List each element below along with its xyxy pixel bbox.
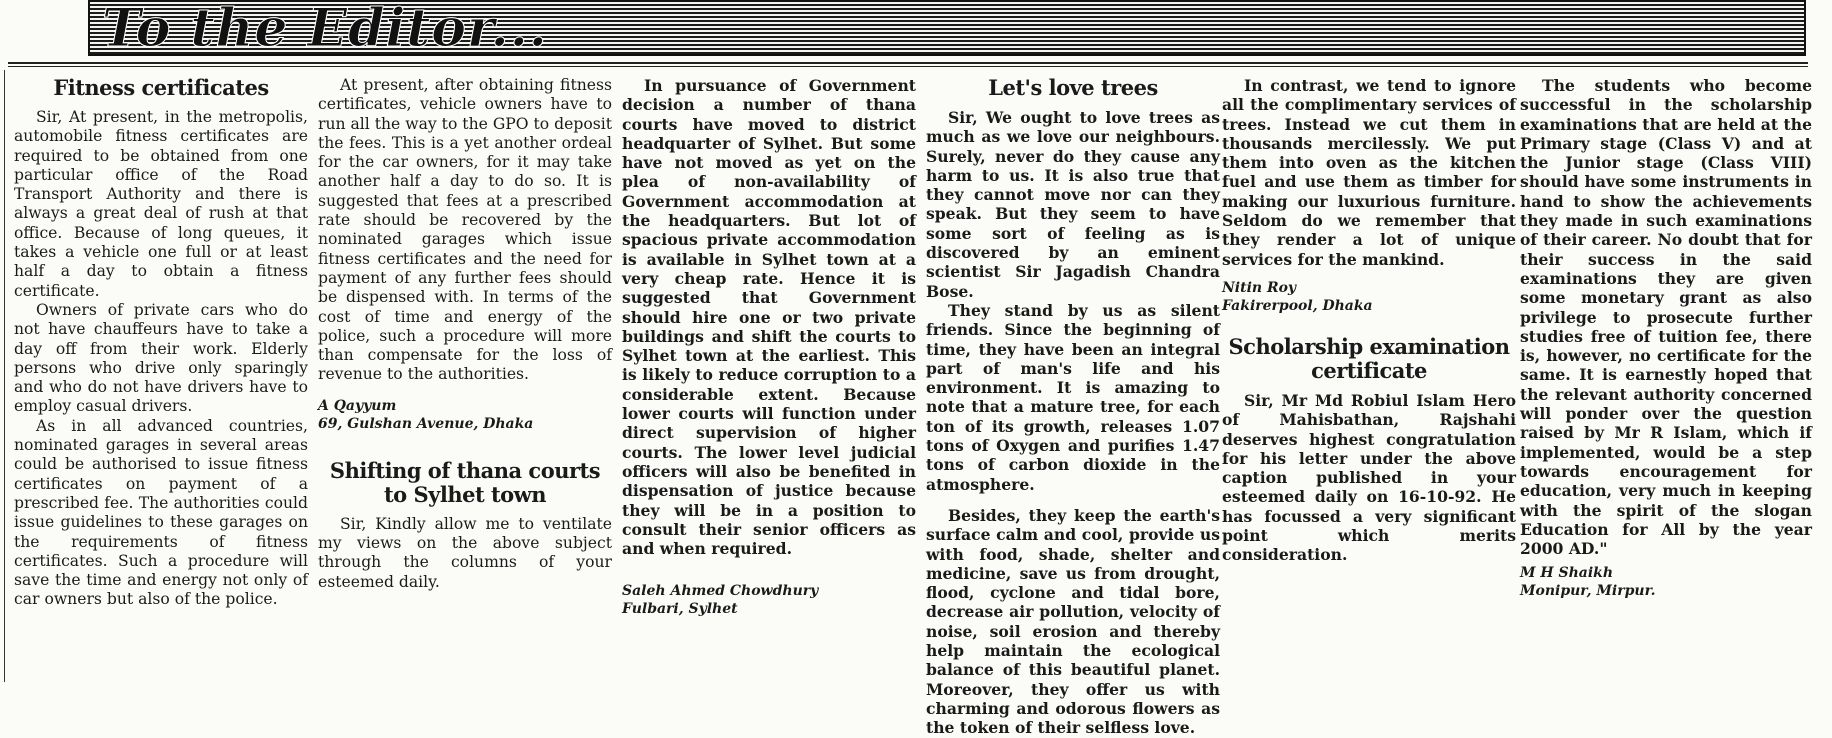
letter-paragraph: As in all advanced countries, nominated garages in several areas could be authorised to issue fitness certificates on payment of a prescribed fee. The authorities could issue guidelines to these garages on the requirements of fitness certificates. Such a procedure will save the time and energy not only of car owners but also of the police. — [14, 416, 308, 609]
letter-heading: Let's love trees — [988, 75, 1158, 100]
signature-name: M H Shaikh — [1520, 565, 1614, 582]
column-3 — [622, 76, 916, 618]
signature-name: Saleh Ahmed Chowdhury — [622, 583, 819, 600]
letter-paragraph: The students who become successful in the scholarship examinations that are held at the Primary stage (Class V) and at the Junior stage (Class VIII) should have some instruments in hand to show the achievements they made in such examinations of their career. No doubt that for their success in the said examinations they are given some monetary grant as also privilege to prosecute further studies free of tuition fee, there is, however, no certificate for the same. It is earnestly hoped that the relevant authority concerned will ponder over the question raised by Mr R Islam, which if implemented, would be a step towards encouragement for education, very much in keeping with the spirit of the slogan Education for All by the year 2000 AD." — [1520, 76, 1812, 559]
letter-heading: Fitness certificates — [53, 75, 269, 100]
letter-paragraph: Sir, Kindly allow me to ventilate my views on the above subject through the columns of your esteemed daily. — [318, 514, 612, 591]
letter-paragraph: Sir, At present, in the metropolis, automobile fitness certificates are required to be obtained from one particular office of the Road Transport Authority and there is always a great deal of rush at that office. Because of long queues, it takes a vehicle one full or at least half a day to obtain a fitness certificate. — [14, 108, 308, 300]
letter-paragraph: Sir, Mr Md Robiul Islam Hero of Mahisbathan, Rajshahi deserves highest congratulation for his letter under the above caption published in your esteemed daily on 16-10-92. He has focussed a very significant point which merits consideration. — [1222, 390, 1516, 565]
column-1 — [14, 76, 308, 610]
signature-address: 69, Gulshan Avenue, Dhaka — [318, 415, 534, 432]
letter-paragraph: Besides, they keep the earth's surface calm and cool, provide us with food, shade, shelter and medicine, save us from drought, flood, cyclone and tidal bore, decrease air pollution, velocity of noise, soil erosion and thereby help maintain the ecological balance of this beautiful planet. Moreover, they offer us with charming and odorous flowers as the token of their selfless love. — [926, 505, 1220, 738]
top-rule — [8, 62, 1808, 64]
section-title: To the Editor... — [102, 0, 548, 59]
letter-paragraph: Owners of private cars who do not have chauffeurs have to take a day off from their work. Elderly persons who drive only sparingly and who do not have drivers have to employ casual drivers. — [14, 300, 308, 416]
signature-address: Monipur, Mirpur. — [1520, 583, 1656, 600]
letter-paragraph: At present, after obtaining fitness certificates, vehicle owners have to run all the way to the GPO to deposit the fees. This is a yet another ordeal for the car owners, for it may take another half a day to do so. It is suggested that fees at a prescribed rate should be recovered by the nominated garages which issue fitness certificates and the need for payment of any further fees should be dispensed with. In terms of the cost of time and energy of the police, such a procedure will more than compensate for the loss of revenue to the authorities. — [318, 76, 612, 384]
letter-paragraph: In pursuance of Government decision a number of thana courts have moved to district headquarter of Sylhet. But some have not moved as yet on the plea of non-availability of Government accommodation at the headquarters. But lot of spacious private accommodation is available in Sylhet town at a very cheap rate. Hence it is suggested that Government should hire one or two private buildings and shift the courts to Sylhet town at the earliest. This is likely to reduce corruption to a considerable extent. Because lower courts will function under direct supervision of higher courts. The lower level judicial officers will also be benefited in dispensation of justice because they will be in a position to consult their senior officers as and when required. — [622, 76, 916, 559]
column-5 — [1222, 76, 1516, 565]
signature-address: Fakirerpool, Dhaka — [1222, 297, 1373, 314]
letter-paragraph: In contrast, we tend to ignore all the complimentary services of trees. Instead we cut them in thousands mercilessly. We put them into oven as the kitchen fuel and use them as timber for making our luxurious furniture. Seldom do we remember that they render a lot of unique services for the mankind. — [1222, 76, 1516, 269]
letter-heading: Scholarship examination certificate — [1228, 333, 1510, 383]
letter-paragraph: Sir, We ought to love trees as much as we love our neighbours. Surely, never do they cause any harm to us. It is also true that they cannot move nor can they speak. But they seem to have some sort of feeling as is discovered by an eminent scientist Sir Jagadish Chandra Bose. — [926, 108, 1220, 301]
masthead-banner — [88, 0, 1806, 59]
letter-heading: Shifting of thana courts to Sylhet town — [329, 457, 601, 507]
left-border — [4, 70, 5, 682]
signature-name: A Qayyum — [318, 397, 397, 414]
letter-paragraph: They stand by us as silent friends. Since the beginning of time, they have been an integral part of man's life and his environment. It is amazing to note that a mature tree, for each ton of its growth, releases 1.07 tons of Oxygen and purifies 1.47 tons of carbon dioxide in the atmosphere. — [926, 300, 1220, 494]
column-2 — [318, 76, 612, 592]
signature-address: Fulbari, Sylhet — [622, 601, 738, 618]
column-6 — [1520, 76, 1812, 600]
column-4 — [926, 76, 1220, 738]
top-rule-thin — [8, 66, 1808, 67]
signature-name: Nitin Roy — [1222, 279, 1297, 296]
